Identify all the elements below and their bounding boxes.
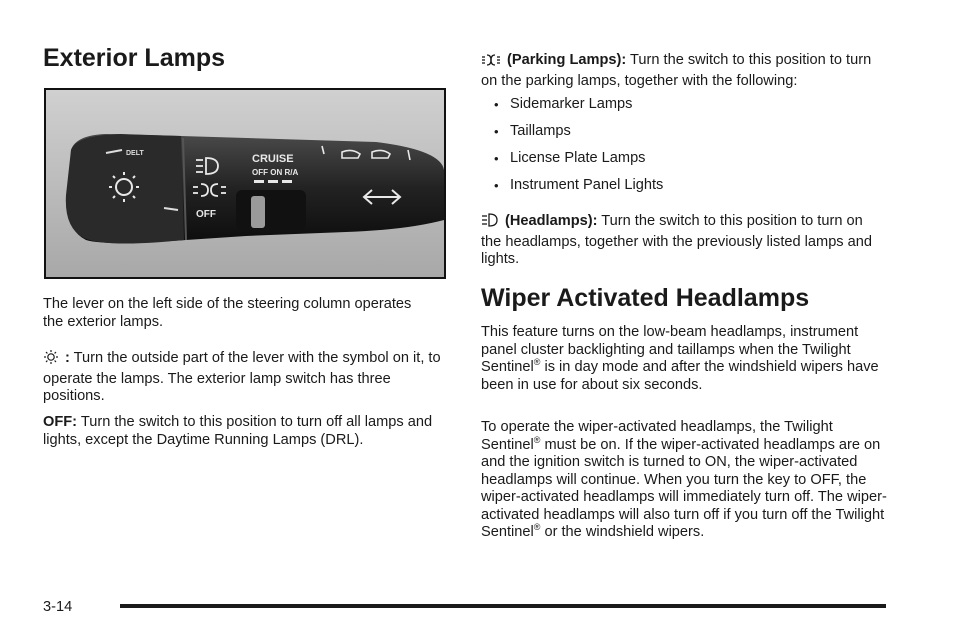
lever-drawing xyxy=(46,90,444,277)
wiper-p2-text-b: must be on. If the wiper-activated headlamps are on and the ignition switch is turned to ON, the wiper-activated headlamps will continue. When you turn the key to OFF, the wiper-activated headlamps will immediately turn off. The wiper-activated headlamps will also turn off if you turn off the Twilight Sentinel xyxy=(481,436,887,540)
cruise-label: CRUISE xyxy=(252,153,294,165)
registered-mark: ® xyxy=(533,434,541,445)
parking-label: (Parking Lamps): xyxy=(507,52,627,68)
registered-mark: ® xyxy=(533,357,541,368)
registered-mark: ® xyxy=(533,522,541,533)
list-item: • License Plate Lamps xyxy=(481,150,881,168)
wiper-p2-text-a: To operate the wiper-activated headlamps, the Twilight Sentinel xyxy=(481,419,833,453)
parking-lamp-symbol-icon xyxy=(481,53,501,73)
symbol-colon: : xyxy=(65,350,70,366)
wiper-p1-text-a: This feature turns on the low-beam headlamps, instrument panel cluster backlighting and taillamps when the Twilight Sentinel xyxy=(481,324,859,375)
parking-paragraph xyxy=(481,52,891,90)
heading-exterior-lamps: Exterior Lamps xyxy=(43,44,226,72)
headlamps-paragraph xyxy=(481,212,881,269)
list-item: • Taillamps xyxy=(481,123,881,141)
headlamps-label: (Headlamps): xyxy=(505,213,598,229)
exterior-lamp-sun-icon xyxy=(43,349,59,371)
off-text: Turn the switch to this position to turn off all lamps and lights, except the Daytime Running Lamps (DRL). xyxy=(43,414,433,448)
flash-label: DELT xyxy=(126,150,144,157)
wiper-p1-text-b: is in day mode and after the windshield wipers have been in use for about six seconds. xyxy=(481,359,879,393)
parking-text: Turn the switch to this position to turn on the parking lamps, together with the following: xyxy=(481,52,872,89)
symbol-paragraph xyxy=(43,349,443,406)
page-number: 3-14 xyxy=(43,599,73,615)
list-item: • Sidemarker Lamps xyxy=(481,96,881,114)
footer-divider xyxy=(120,604,886,608)
wiper-paragraph-1 xyxy=(481,324,891,394)
list-item: • Instrument Panel Lights xyxy=(481,177,881,195)
symbol-text: Turn the outside part of the lever with the symbol on it, to operate the lamps. The exterior lamp switch has three positions. xyxy=(43,350,441,404)
intro-paragraph: The lever on the left side of the steering column operates the exterior lamps. xyxy=(43,296,412,330)
headlamps-text: Turn the switch to this position to turn on the headlamps, together with the previously listed lamps and lights. xyxy=(481,213,873,267)
wiper-paragraph-2 xyxy=(481,419,891,542)
parking-lamp-list xyxy=(481,96,881,195)
off-position-label: OFF xyxy=(196,209,216,220)
lamp-lever-illustration xyxy=(44,88,446,279)
cruise-slider-handle[interactable] xyxy=(251,196,265,228)
off-paragraph xyxy=(43,414,433,449)
heading-wiper-activated-headlamps: Wiper Activated Headlamps xyxy=(481,284,810,312)
off-label: OFF: xyxy=(43,414,78,430)
wiper-p2-text-c: or the windshield wipers. xyxy=(544,524,705,540)
cruise-modes-label: OFF ON R/A xyxy=(252,168,299,177)
headlamp-symbol-icon xyxy=(481,212,499,234)
